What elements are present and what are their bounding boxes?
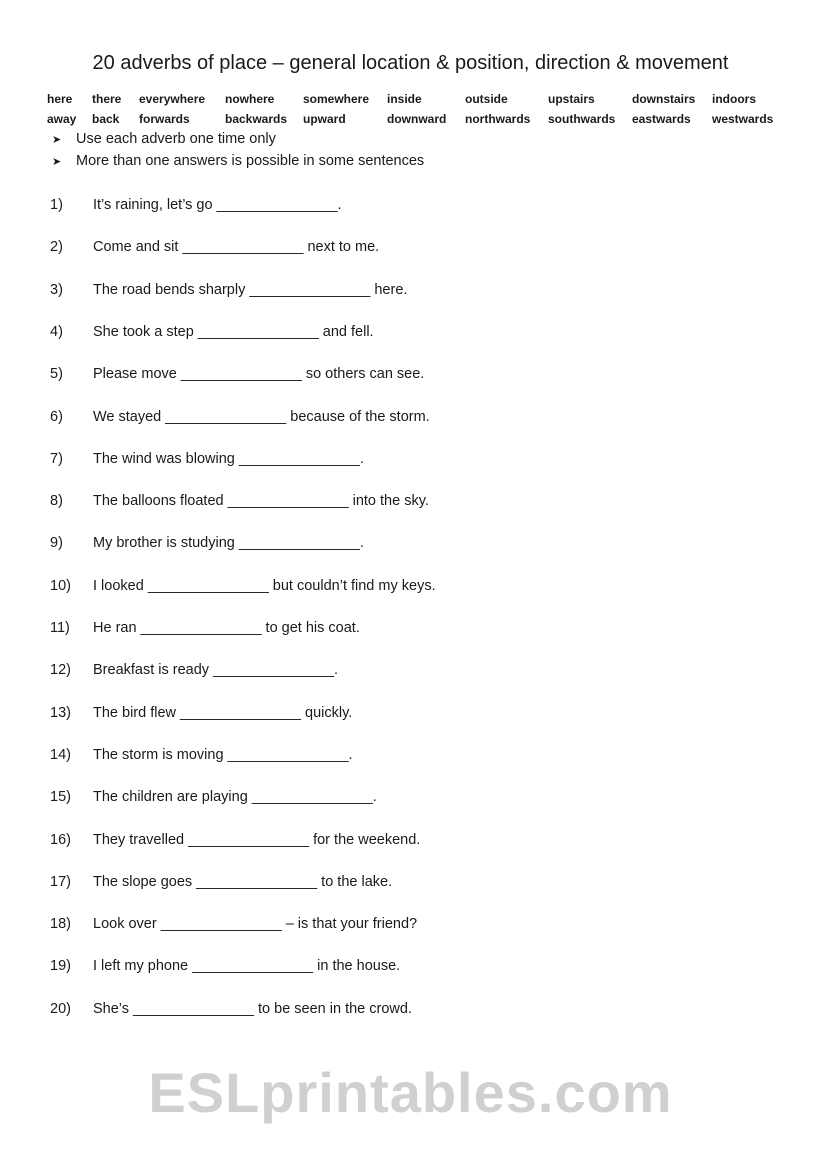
- word-bank-word: northwards: [465, 112, 531, 126]
- exercise-item: [50, 197, 342, 213]
- word-bank-word: nowhere: [225, 92, 275, 106]
- word-bank-word: there: [92, 92, 122, 106]
- item-number: 2): [50, 239, 63, 256]
- item-sentence: Breakfast is ready _______________.: [93, 662, 339, 679]
- exercise-item: [50, 493, 429, 509]
- item-number: 6): [50, 408, 63, 425]
- arrowhead-bullet-icon: ➤: [52, 156, 62, 168]
- item-sentence: Look over _______________ – is that your friend?: [93, 916, 418, 933]
- exercise-item: [50, 1001, 412, 1017]
- exercise-item: [50, 705, 352, 721]
- item-sentence: The children are playing _______________.: [93, 789, 377, 806]
- exercise-item: [50, 578, 436, 594]
- item-sentence: The balloons floated _______________ into the sky.: [93, 493, 429, 510]
- word-bank-word: indoors: [712, 92, 756, 106]
- item-sentence: He ran _______________ to get his coat.: [93, 620, 360, 636]
- item-number: 5): [50, 366, 63, 383]
- item-sentence: She’s _______________ to be seen in the crowd.: [93, 1000, 412, 1017]
- item-sentence: I left my phone _______________ in the house.: [93, 958, 401, 975]
- item-number: 12): [50, 662, 71, 679]
- instruction-text: More than one answers is possible in some sentences: [76, 153, 425, 169]
- exercise-item: [50, 409, 430, 425]
- word-bank-word: downstairs: [632, 92, 696, 106]
- exercise-item: [50, 662, 338, 678]
- item-number: 7): [50, 450, 63, 467]
- item-number: 10): [50, 577, 71, 594]
- word-bank-word: downward: [387, 112, 447, 126]
- item-number: 20): [50, 1000, 71, 1017]
- watermark: ESLprintables.com: [148, 1061, 673, 1124]
- exercise-item: [50, 874, 392, 890]
- word-bank-word: somewhere: [303, 92, 370, 106]
- exercise-item: [50, 239, 379, 255]
- item-sentence: They travelled _______________ for the weekend.: [93, 831, 421, 848]
- arrowhead-bullet-icon: ➤: [52, 134, 62, 146]
- item-number: 9): [50, 535, 63, 552]
- exercise-item: [50, 916, 417, 932]
- item-number: 17): [50, 873, 71, 890]
- item-sentence: I looked _______________ but couldn’t find my keys.: [93, 577, 436, 594]
- instruction-text: Use each adverb one time only: [76, 131, 276, 147]
- item-sentence: My brother is studying _______________.: [93, 535, 364, 552]
- item-number: 19): [50, 958, 71, 975]
- exercise-item: [50, 620, 360, 636]
- word-bank-word: everywhere: [139, 92, 206, 106]
- word-bank-word: forwards: [139, 112, 190, 126]
- word-bank-word: westwards: [712, 112, 774, 126]
- item-number: 4): [50, 323, 63, 340]
- item-sentence: The bird flew _______________ quickly.: [93, 704, 353, 721]
- exercise-item: [50, 789, 377, 805]
- word-bank-word: upstairs: [548, 92, 595, 106]
- word-bank-word: outside: [465, 92, 508, 106]
- item-number: 15): [50, 789, 71, 806]
- item-sentence: Please move _______________ so others can see.: [93, 366, 425, 383]
- item-number: 13): [50, 704, 71, 721]
- word-bank-word: southwards: [548, 112, 616, 126]
- item-number: 14): [50, 746, 71, 763]
- exercise-item: [50, 366, 424, 382]
- word-bank-word: back: [92, 112, 120, 126]
- page-title: 20 adverbs of place – general location & position, direction & movement: [92, 52, 729, 74]
- item-sentence: The slope goes _______________ to the lake.: [93, 873, 393, 890]
- exercise-item: [50, 535, 364, 551]
- word-bank-word: upward: [303, 112, 346, 126]
- exercise-item: [50, 958, 400, 974]
- item-number: 18): [50, 916, 71, 933]
- exercise-item: [50, 282, 407, 298]
- exercise-item: [50, 747, 353, 763]
- exercise-item: [50, 324, 374, 340]
- item-sentence: It’s raining, let’s go _______________.: [93, 197, 342, 213]
- exercise-item: [50, 832, 420, 848]
- word-bank-word: inside: [387, 92, 422, 106]
- item-sentence: The storm is moving _______________.: [93, 746, 353, 763]
- word-bank-word: here: [47, 92, 73, 106]
- exercise-item: [50, 451, 364, 467]
- item-number: 16): [50, 831, 71, 848]
- item-sentence: Come and sit _______________ next to me.: [93, 239, 380, 256]
- item-number: 11): [50, 620, 70, 636]
- item-number: 3): [50, 281, 63, 298]
- item-sentence: The road bends sharply _______________ here.: [93, 281, 408, 298]
- instruction-bullet: [52, 131, 276, 147]
- instruction-bullet: [52, 153, 424, 169]
- item-sentence: She took a step _______________ and fell.: [93, 323, 374, 340]
- word-bank-word: eastwards: [632, 112, 691, 126]
- item-number: 1): [50, 197, 63, 213]
- item-sentence: The wind was blowing _______________.: [93, 450, 364, 467]
- word-bank-word: backwards: [225, 112, 288, 126]
- item-number: 8): [50, 493, 63, 510]
- item-sentence: We stayed _______________ because of the storm.: [93, 408, 430, 425]
- word-bank-word: away: [47, 112, 77, 126]
